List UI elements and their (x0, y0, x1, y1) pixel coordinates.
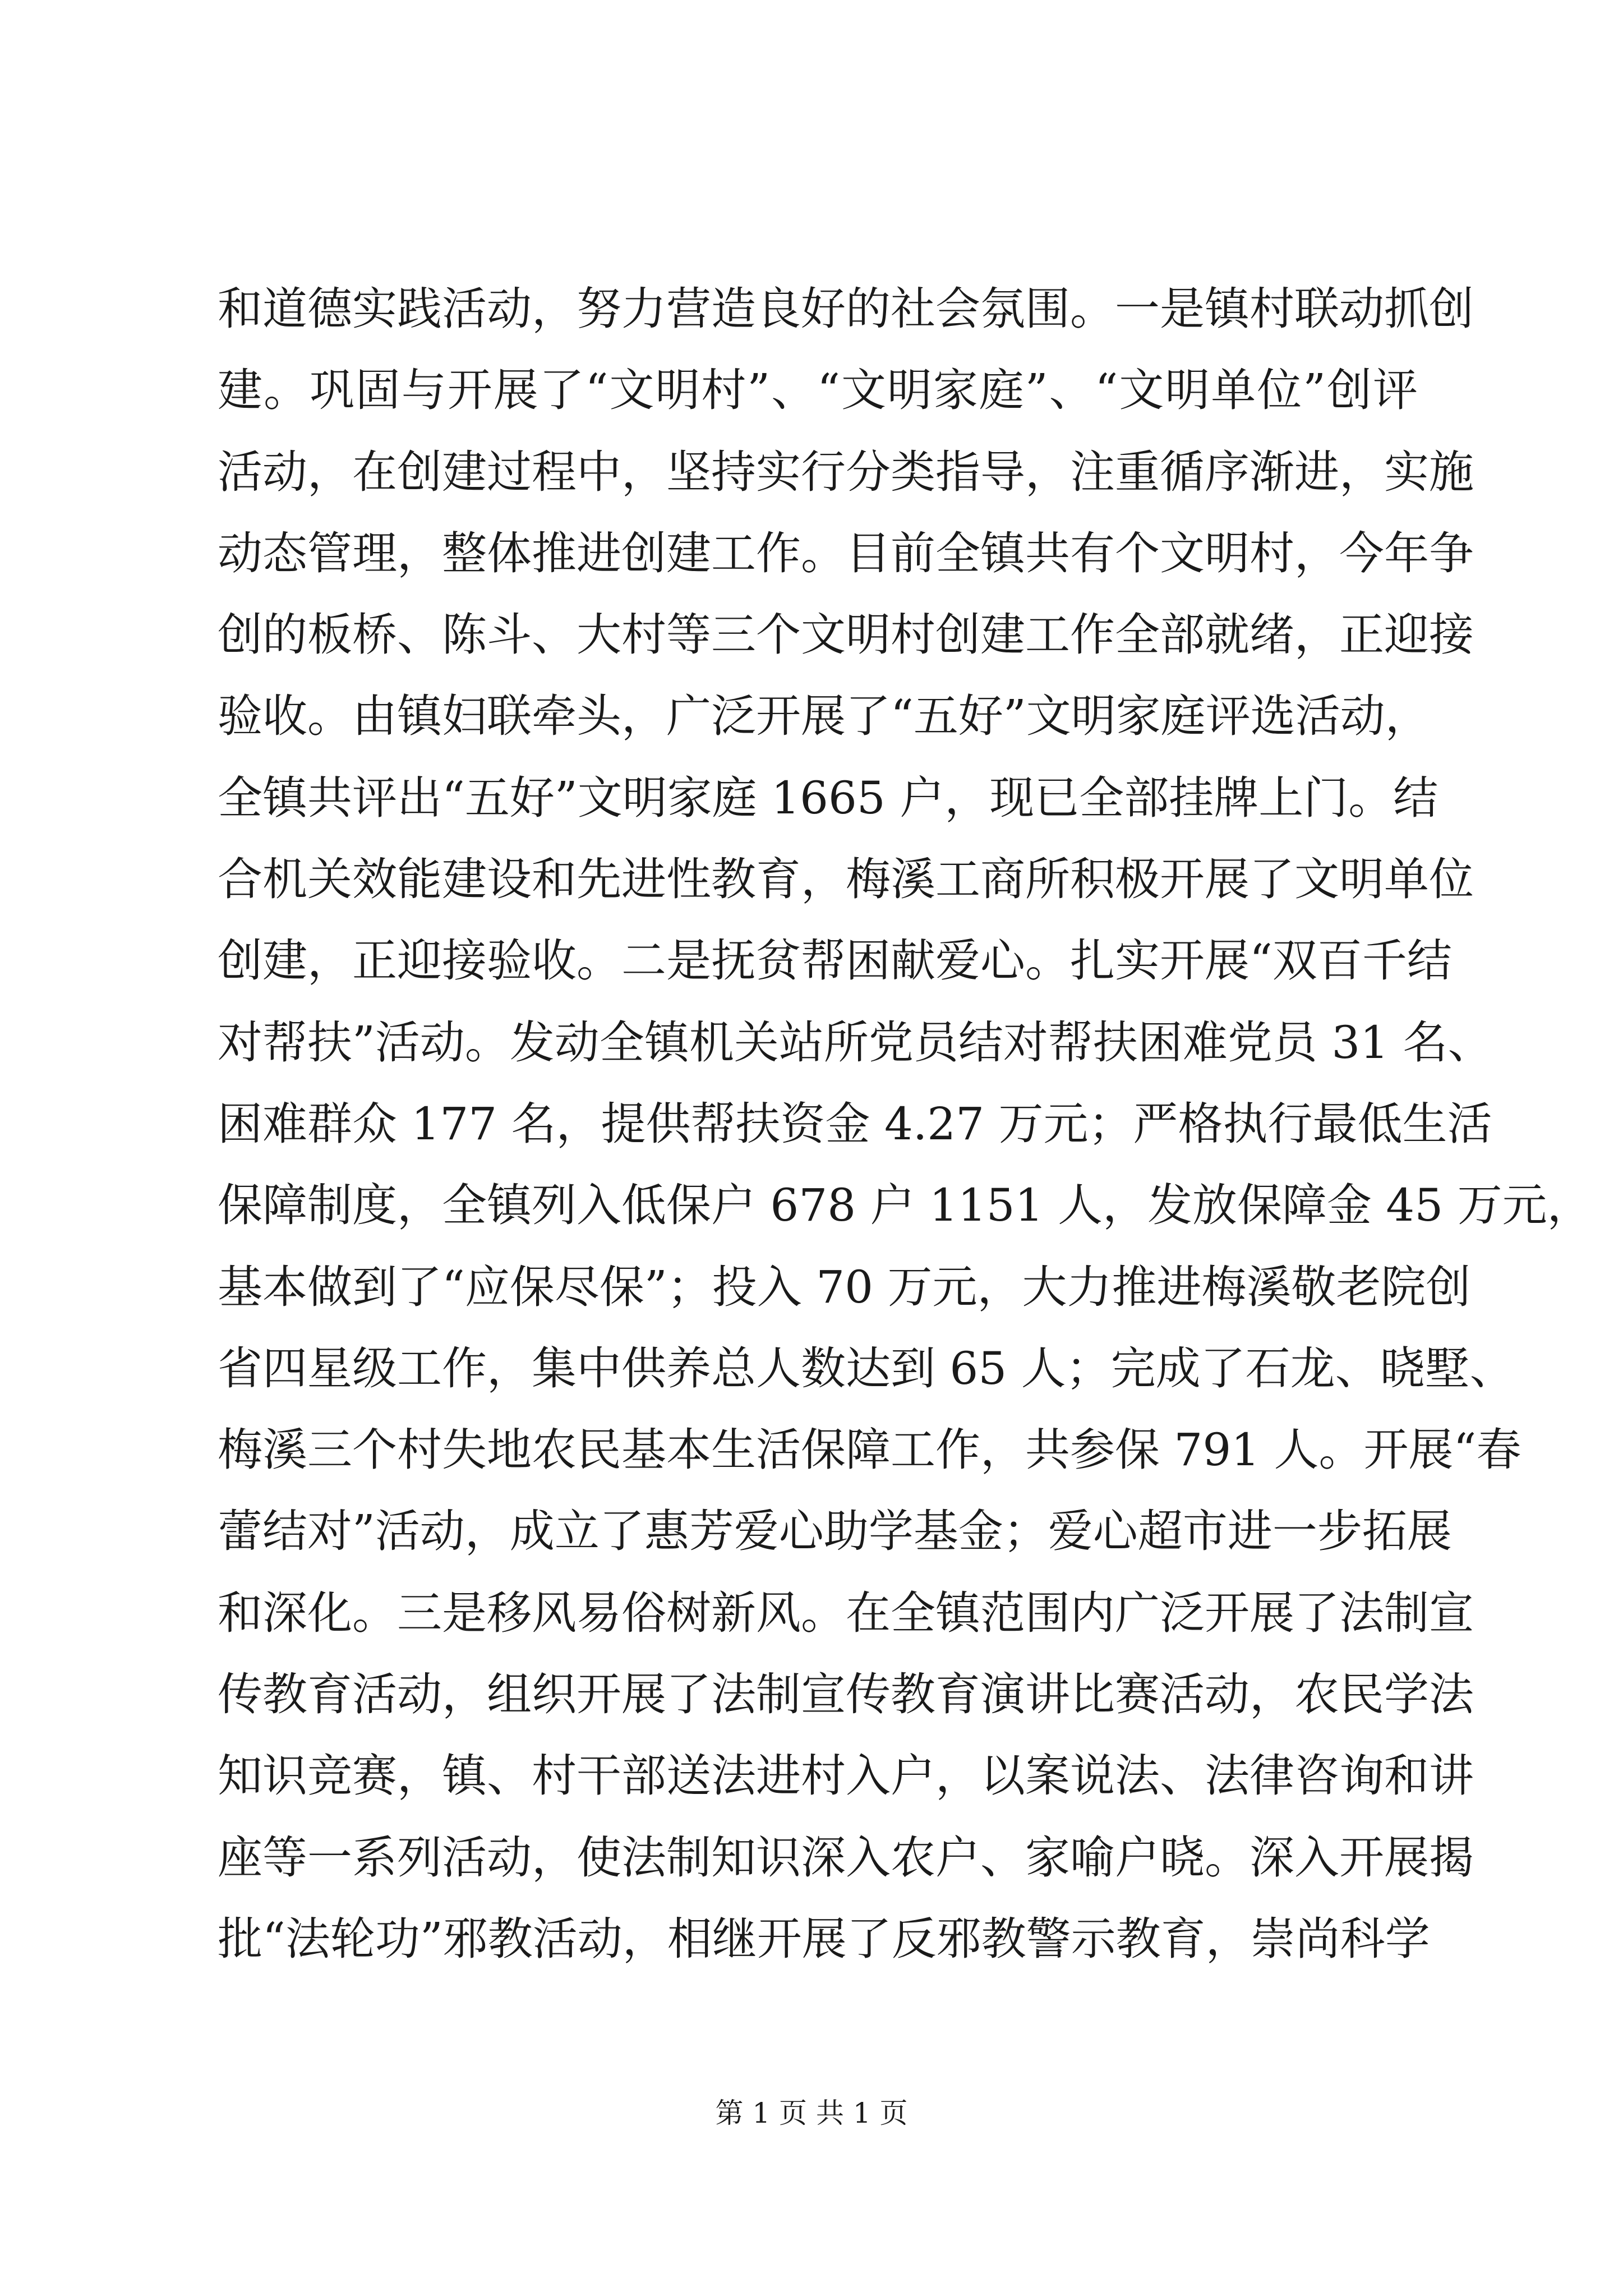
text-line: 困难群众 177 名，提供帮扶资金 4.27 万元；严格执行最低生活 (218, 1097, 1492, 1150)
text-line: 批“法轮功”邪教活动，相继开展了反邪教警示教育，崇尚科学 (218, 1912, 1430, 1965)
page-footer (0, 2093, 1623, 2133)
text-line: 建。巩固与开展了“文明村”、“文明家庭”、“文明单位”创评 (218, 364, 1418, 417)
text-line: 全镇共评出“五好”文明家庭 1665 户，现已全部挂牌上门。结 (218, 771, 1438, 824)
text-line: 活动，在创建过程中，坚持实行分类指导，注重循序渐进，实施 (218, 445, 1474, 498)
text-line: 保障制度，全镇列入低保户 678 户 1151 人，发放保障金 45 万元， (218, 1179, 1592, 1232)
text-line: 传教育活动，组织开展了法制宣传教育演讲比赛活动，农民学法 (218, 1668, 1474, 1721)
text-line: 和道德实践活动，努力营造良好的社会氛围。一是镇村联动抓创 (218, 283, 1474, 335)
text-line: 蕾结对”活动，成立了惠芳爱心助学基金；爱心超市进一步拓展 (218, 1505, 1452, 1558)
text-line: 基本做到了“应保尽保”；投入 70 万元，大力推进梅溪敬老院创 (218, 1260, 1471, 1313)
text-line: 验收。由镇妇联牵头，广泛开展了“五好”文明家庭评选活动， (218, 690, 1430, 743)
body-text (218, 268, 1592, 1980)
text-line: 动态管理，整体推进创建工作。目前全镇共有个文明村，今年争 (218, 527, 1474, 579)
text-line: 创建，正迎接验收。二是抚贫帮困献爱心。扎实开展“双百千结 (218, 935, 1452, 987)
text-line: 座等一系列活动，使法制知识深入农户、家喻户晓。深入开展揭 (218, 1831, 1474, 1884)
text-line: 合机关效能建设和先进性教育，梅溪工商所积极开展了文明单位 (218, 853, 1474, 906)
text-line: 省四星级工作，集中供养总人数达到 65 人；完成了石龙、晓墅、 (218, 1342, 1515, 1395)
text-line: 知识竞赛，镇、村干部送法进村入户，以案说法、法律咨询和讲 (218, 1750, 1474, 1802)
page-number: 第 1 页 共 1 页 (715, 2097, 908, 2129)
text-line: 对帮扶”活动。发动全镇机关站所党员结对帮扶困难党员 31 名、 (218, 1016, 1493, 1069)
text-line: 和深化。三是移风易俗树新风。在全镇范围内广泛开展了法制宣 (218, 1586, 1474, 1639)
text-line: 梅溪三个村失地农民基本生活保障工作，共参保 791 人。开展“春 (218, 1424, 1521, 1476)
text-line: 创的板桥、陈斗、大村等三个文明村创建工作全部就绪，正迎接 (218, 609, 1474, 661)
